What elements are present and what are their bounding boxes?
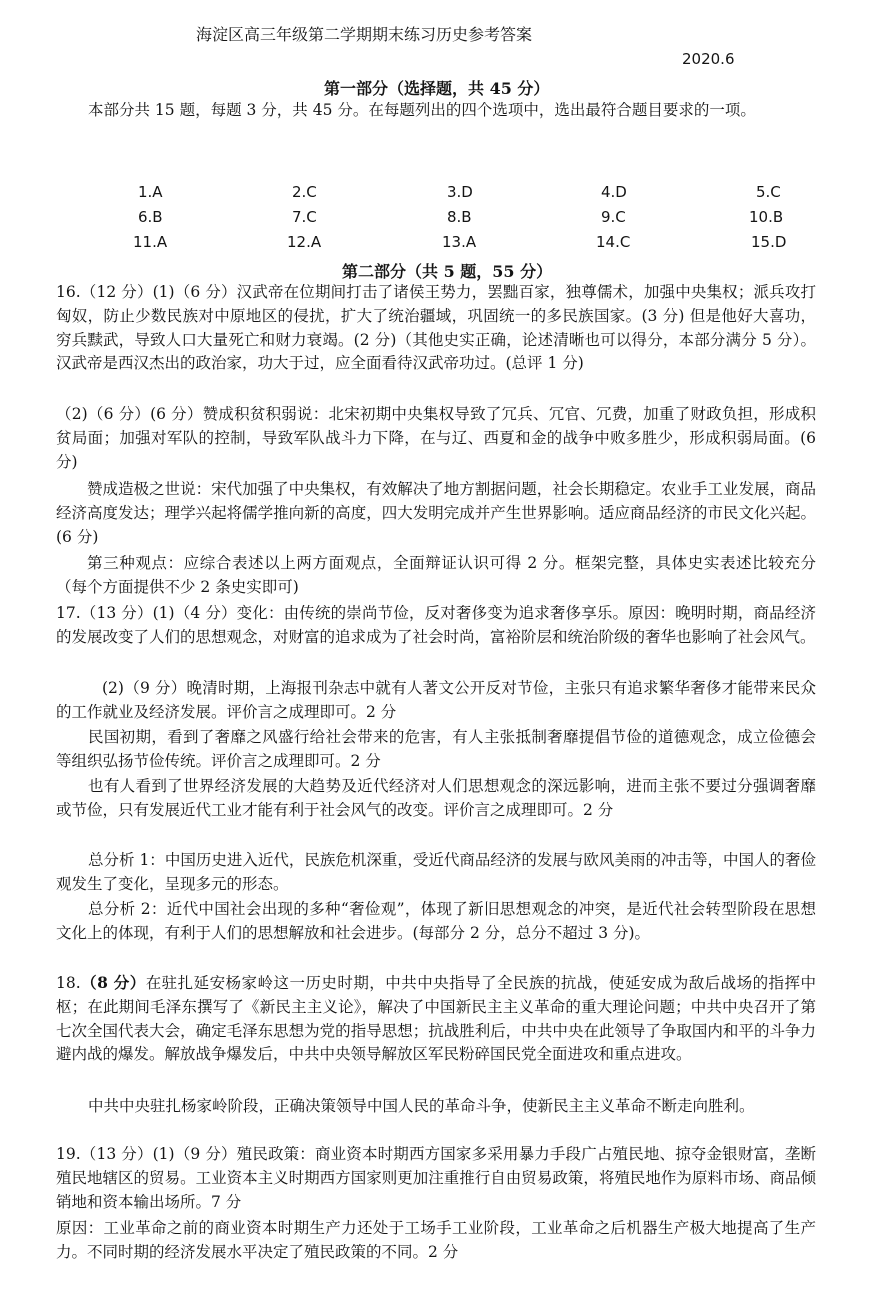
answer-item: 13.A (442, 233, 477, 251)
q17-part2: (2)（9 分）晚清时期，上海报刊杂志中就有人著文公开反对节俭，主张只有追求繁华奢侈才能带来民众的工作就业及经济发展。评价言之成理即可。2 分 (56, 679, 816, 721)
document-title: 海淀区高三年级第二学期期末练习历史参考答案 (196, 25, 533, 44)
q18-part1 (56, 971, 816, 1067)
part2-heading: 第二部分（共 5 题，55 分） (342, 262, 553, 281)
q17-summary2: 总分析 2：近代中国社会出现的多种“奢俭观”，体现了新旧思想观念的冲突，是近代社会转型阶段在思想文化上的体现，有利于人们的思想解放和社会进步。(每部分 2 分，总分不超过 3 分)。 (56, 900, 816, 942)
q16-part1: 16.（12 分）(1)（6 分）汉武帝在位期间打击了诸侯王势力，罢黜百家，独尊儒术，加强中央集权；派兵攻打匈奴，防止少数民族对中原地区的侵扰，扩大了统治疆域，巩固统一的多民族国家。(3 分) 但是他好大喜功，穷兵黩武，导致人口大量死亡和财力衰竭。(2 分)（其他史实正确，论述清晰也可以得分，本部分满分 5 分）。汉武帝是西汉杰出的政治家，功大于过，应全面看待汉武帝功过。(总评 1 分) (56, 283, 816, 373)
q17-summary1: 总分析 1：中国历史进入近代，民族危机深重，受近代商品经济的发展与欧风美雨的冲击等，中国人的奢俭观发生了变化，呈现多元的形态。 (56, 851, 816, 893)
q16-part2-view3: 第三种观点：应综合表述以上两方面观点，全面辩证认识可得 2 分。框架完整，具体史实表述比较充分（每个方面提供不少 2 条史实即可) (56, 554, 816, 596)
q17-part2-view3: 也有人看到了世界经济发展的大趋势及近代经济对人们思想观念的深远影响，进而主张不要过分强调奢靡或节俭，只有发展近代工业才能有利于社会风气的改变。评价言之成理即可。2 分 (56, 777, 816, 819)
answer-item: 4.D (601, 183, 627, 201)
document-date: 2020.6 (682, 50, 735, 68)
part1-intro: 本部分共 15 题，每题 3 分，共 45 分。在每题列出的四个选项中，选出最符合题目要求的一项。 (88, 101, 756, 119)
q17-part2-view2: 民国初期，看到了奢靡之风盛行给社会带来的危害，有人主张抵制奢靡提倡节俭的道德观念，成立俭德会等组织弘扬节俭传统。评价言之成理即可。2 分 (56, 728, 816, 770)
answer-item: 15.D (751, 233, 787, 251)
q18-number: 18. (56, 974, 81, 992)
q18-text: 在驻扎延安杨家岭这一历史时期，中共中央指导了全民族的抗战，使延安成为敌后战场的指挥中枢；在此期间毛泽东撰写了《新民主主义论》，解决了中国新民主主义革命的重大理论问题；中共中央召开了第七次全国代表大会，确定毛泽东思想为党的指导思想；抗战胜利后，中共中央在此领导了争取国内和平的斗争力避内战的爆发。解放战争爆发后，中共中央领导解放区军民粉碎国民党全面进攻和重点进攻。 (56, 974, 816, 1064)
q18-score: （8 分） (80, 973, 146, 992)
q16-part2-view2: 赞成造极之世说：宋代加强了中央集权，有效解决了地方割据问题，社会长期稳定。农业手工业发展，商品经济高度发达；理学兴起将儒学推向新的高度，四大发明完成并产生世界影响。适应商品经济的市民文化兴起。(6 分) (56, 480, 816, 546)
q17-part1: 17.（13 分）(1)（4 分）变化：由传统的崇尚节俭，反对奢侈变为追求奢侈享乐。原因：晚明时期，商品经济的发展改变了人们的思想观念，对财富的追求成为了社会时尚，富裕阶层和统治阶级的奢华也影响了社会风气。 (56, 604, 816, 646)
part1-heading: 第一部分（选择题，共 45 分） (324, 79, 550, 98)
answer-item: 10.B (749, 208, 784, 226)
answer-item: 12.A (287, 233, 322, 251)
q19-reason: 原因：工业革命之前的商业资本时期生产力还处于工场手工业阶段，工业革命之后机器生产极大地提高了生产力。不同时期的经济发展水平决定了殖民政策的不同。2 分 (56, 1219, 816, 1261)
answer-item: 1.A (138, 183, 163, 201)
q19-part1: 19.（13 分）(1)（9 分）殖民政策：商业资本时期西方国家多采用暴力手段广占殖民地、掠夺金银财富，垄断殖民地辖区的贸易。工业资本主义时期西方国家则更加注重推行自由贸易政策，将殖民地作为原料市场、商品倾销地和资本输出场所。7 分 (56, 1145, 816, 1211)
answer-item: 2.C (292, 183, 317, 201)
q18-conclusion: 中共中央驻扎杨家岭阶段，正确决策领导中国人民的革命斗争，使新民主主义革命不断走向胜利。 (88, 1097, 755, 1115)
q16-part2: （2)（6 分）(6 分）赞成积贫积弱说：北宋初期中央集权导致了冗兵、冗官、冗费，加重了财政负担，形成积贫局面；加强对军队的控制，导致军队战斗力下降，在与辽、西夏和金的战争中败多胜少，形成积弱局面。(6 分) (56, 405, 816, 471)
answer-item: 14.C (596, 233, 631, 251)
answer-item: 3.D (447, 183, 473, 201)
answer-item: 9.C (601, 208, 626, 226)
answer-item: 5.C (756, 183, 781, 201)
answer-item: 8.B (447, 208, 472, 226)
answer-item: 11.A (133, 233, 168, 251)
answer-item: 7.C (292, 208, 317, 226)
answer-item: 6.B (138, 208, 163, 226)
